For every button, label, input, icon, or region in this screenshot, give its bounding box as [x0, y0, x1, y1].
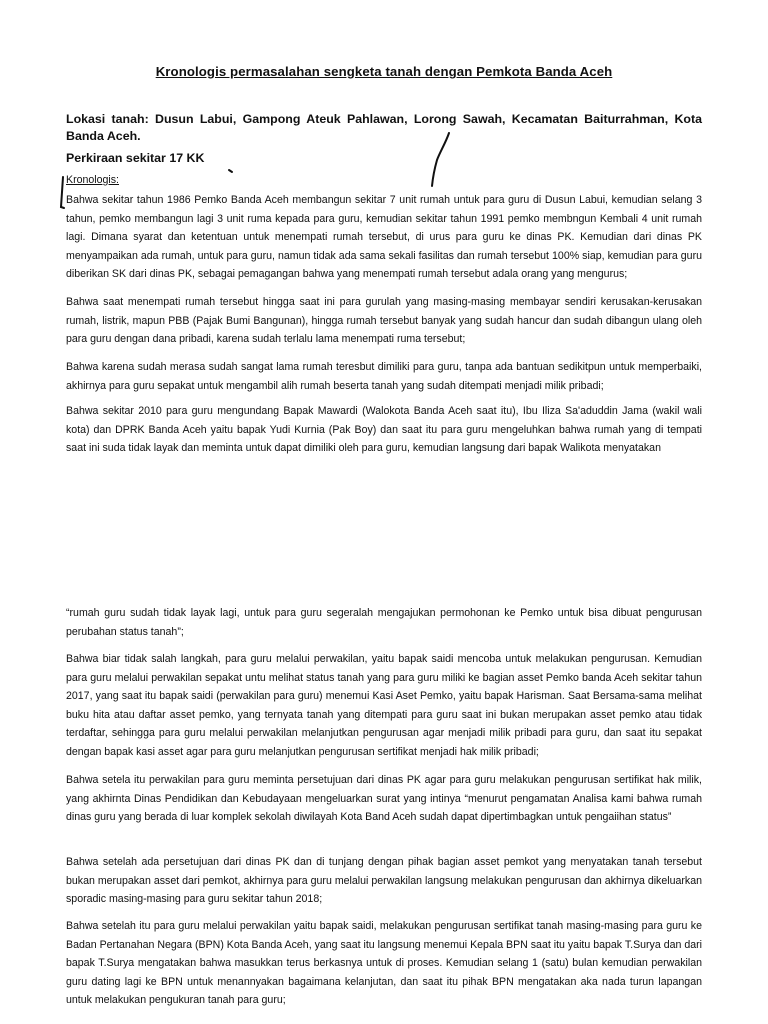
paragraph-4: Bahwa sekitar 2010 para guru mengundang Bapak Mawardi (Walokota Banda Aceh saat itu), Ibu Iliza Sa'aduddin Jama (wakil wali kota) dan DPRK Banda Aceh yaitu bapak Yudi Kurnia (Pak Boy) dan saat itu para guru mengeluhkan bahwa rumah yang di tempati saat ini suda tidak layak dan meminta untuk dapat dimiliki oleh para guru, kemudian langsung dari bapak Walikota menyatakan: [66, 405, 702, 455]
pen-dot-mark: [229, 170, 232, 172]
chronology-label: Kronologis:: [66, 174, 119, 186]
land-location-heading: Lokasi tanah: Dusun Labui, Gampong Ateuk Pahlawan, Lorong Sawah, Kecamatan Baiturrahman, Kota Banda Aceh.: [66, 112, 702, 143]
paragraph-5: “rumah guru sudah tidak layak lagi, untuk para guru segeralah mengajukan permohonan ke Pemko untuk bisa dibuat pengurusan perubahan status tanah”;: [66, 607, 702, 638]
paragraph-6: Bahwa biar tidak salah langkah, para guru melalui perwakilan, yaitu bapak saidi mencoba untuk melakukan pengurusan. Kemudian para guru melalui perwakilan sepakat untu melihat status tanah yang para guru miliki ke bagian asset Pemko banda Aceh sekitar tahun 2017, yang saat itu bapak saidi (perwakilan para guru) menemui Kasi Aset Pemko, yaitu bapak Harisman. Saat Bersama-sama melihat buku hita atau daftar asset pemko, yang ternyata tanah yang ditempati para guru saat ini bukan merupakan asset pemko atau tidak terdaftar, sehingga para guru melalui perwakilan melanjutkan pengurusan agar menjadi milik pribadi para guru, dan saat itu sepakat dengan bapak kasi asset agar para guru melanjutkan pengurusan sertifikat menjadi hak milik pribadi;: [66, 653, 702, 758]
paragraph-3: Bahwa karena sudah merasa sudah sangat lama rumah teresbut dimiliki para guru, tanpa ada bantuan sedikitpun untuk memperbaiki, akhirnya para guru sepakat untuk mengambil alih rumah beserta tanah yang sudah ditempati menjadi milik pribadi;: [66, 361, 702, 392]
household-estimate-heading: Perkiraan sekitar 17 KK: [66, 151, 205, 165]
paragraph-7: Bahwa setela itu perwakilan para guru meminta persetujuan dari dinas PK agar para guru melakukan pengurusan sertifikat hak milik, yang akhirnta Dinas Pendidikan dan Kebudayaan mengeluarkan surat yang intinya “menurut pengamatan Analisa kami bahwa rumah dinas guru yang berada di luar komplek sekolah diwilayah Kota Band Aceh sudah dapat dipertimbagkan untuk pengaiihan status”: [66, 774, 702, 824]
document-title: Kronologis permasalahan sengketa tanah dengan Pemkota Banda Aceh: [155, 64, 613, 79]
paragraph-1: Bahwa sekitar tahun 1986 Pemko Banda Aceh membangun sekitar 7 unit rumah untuk para guru di Dusun Labui, kemudian selang 3 tahun, pemko membangun lagi 3 unit ruma kepada para guru, kemudian sekitar tahun 1991 pemko membngun Kembali 4 unit rumah lagi. Dimana syarat dan ketentuan untuk menempati rumah tersebut, di urus para guru ke dinas PK. Kemudian dari dinas PK menyampaikan ada rumah, untuk para guru, namun tidak ada sama sekali fasilitas dan rumah tersebut 100% siap, kemudian para guru diberikan SK dari dinas PK, sebagai pemagangan bahwa yang menempati rumah tersebut adala orang yang mengurus;: [66, 194, 702, 281]
paragraph-9: Bahwa setelah itu para guru melalui perwakilan yaitu bapak saidi, melakukan pengurusan sertifikat tanah masing-masing para guru ke Badan Pertanahan Negara (BPN) Kota Banda Aceh, yang saat itu langsung menemui Kepala BPN saat itu yaitu bapak T.Surya dan dari bapak T.Surya mengatakan bahwa masukkan terus berkasnya untuk di proses. Kemudian selang 1 (satu) bulan kemudian perwakilan guru dating lagi ke BPN untuk menannyakan bagaimana kelanjutan, dan saat itu pihak BPN mengatakan aka nada turun lapangan untuk melakukan pengukuran tanah para guru;: [66, 920, 702, 1007]
paragraph-8: Bahwa setelah ada persetujuan dari dinas PK dan di tunjang dengan pihak bagian asset pemkot yang menyatakan tanah tersebut bukan merupakan asset dari pemkot, akhirnya para guru melalui perwakilan langsung melakukan pengurusan dan akhirnya dikeluarkan sporadic masing-masing para guru sekitar tahun 2018;: [66, 856, 702, 906]
paragraph-2: Bahwa saat menempati rumah tersebut hingga saat ini para gurulah yang masing-masing membayar sendiri kerusakan-kerusakan rumah, listrik, mapun PBB (Pajak Bumi Bangunan), hingga rumah tersebut banyak yang sudah hancur dan sudah dibangun ulang oleh para guru dengan dana pribadi, karena sudah terlalu lama menempati ruma tersebut;: [66, 296, 702, 346]
pen-bracket-mark: [61, 177, 64, 208]
